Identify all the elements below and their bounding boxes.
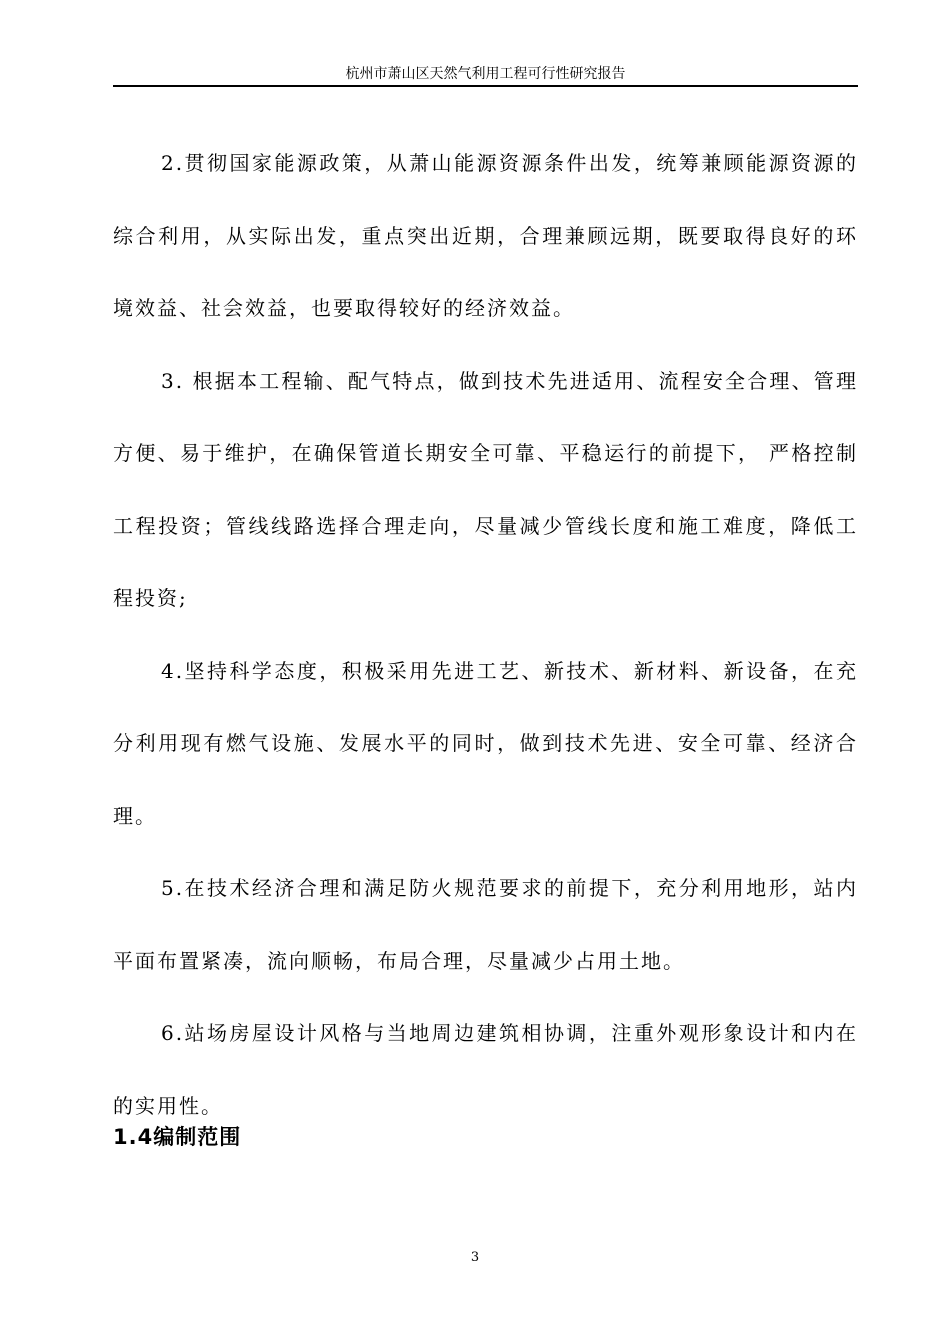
- paragraph-principle-4: 4.坚持科学态度，积极采用先进工艺、新技术、新材料、新设备，在充分利用现有燃气设施、发展水平的同时，做到技术先进、安全可靠、经济合理。: [113, 658, 858, 828]
- paragraph-principle-2: 2.贯彻国家能源政策，从萧山能源资源条件出发，统筹兼顾能源资源的综合利用，从实际出发，重点突出近期，合理兼顾远期，既要取得良好的环境效益、社会效益，也要取得较好的经济效益。: [113, 151, 858, 320]
- page-header: 杭州市萧山区天然气利用工程可行性研究报告: [345, 66, 626, 82]
- header-divider: [113, 85, 858, 87]
- paragraph-principle-5: 5.在技术经济合理和满足防火规范要求的前提下，充分利用地形，站内平面布置紧凑，流向顺畅，布局合理，尽量减少占用土地。: [113, 876, 858, 973]
- document-body: [113, 127, 858, 1142]
- section-heading: 1.4编制范围: [113, 1125, 242, 1149]
- page-number: 3: [470, 1250, 480, 1265]
- paragraph-principle-6: 6.站场房屋设计风格与当地周边建筑相协调，注重外观形象设计和内在的实用性。: [113, 1021, 858, 1118]
- paragraph-principle-3: 3. 根据本工程输、配气特点，做到技术先进适用、流程安全合理、管理方便、易于维护，在确保管道长期安全可靠、平稳运行的前提下， 严格控制工程投资；管线线路选择合理走向，尽量减少管线长度和施工难度，降低工程投资;: [113, 368, 858, 610]
